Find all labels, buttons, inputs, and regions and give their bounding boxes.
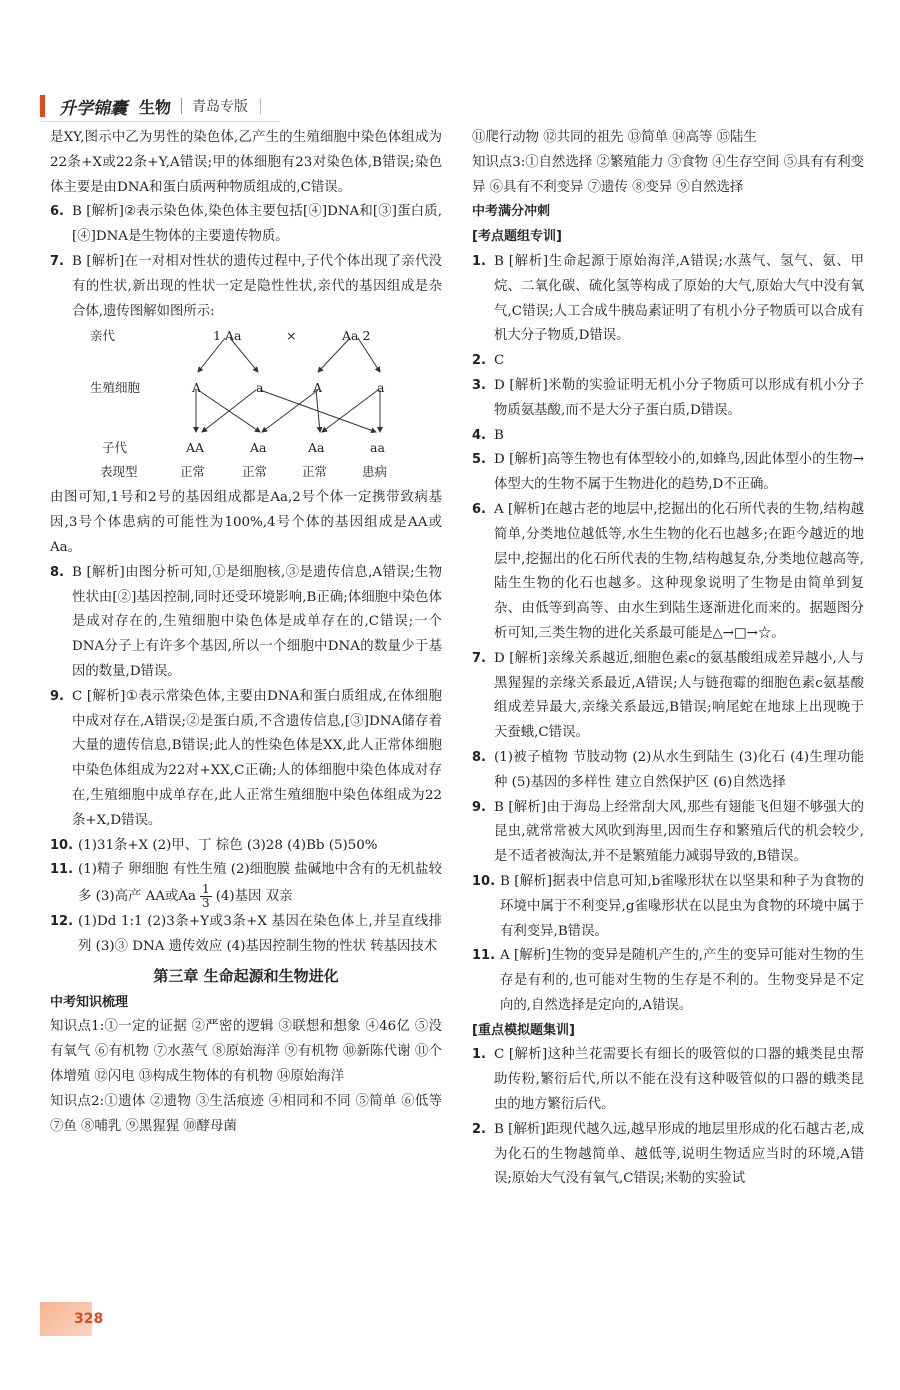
answer-item: [472, 448, 864, 498]
item-text: C [解析]这种兰花需要长有细长的吸管似的口器的蛾类昆虫帮助传粉,繁衍后代,所以不能在没有这种吸管似的口器的蛾类昆虫的地方繁衍后代。: [494, 1047, 864, 1113]
page-number: 328: [74, 1311, 104, 1327]
right-column: [472, 126, 864, 1192]
item-text: (4)基因 双亲: [215, 889, 293, 905]
knowledge-point: ⑪爬行动物 ⑫共同的祖先 ⑬简单 ⑭高等 ⑮陆生: [472, 130, 757, 145]
section-title: 中考知识梳理: [50, 994, 129, 1010]
fraction: [200, 883, 212, 910]
subsection-title: [重点模拟题集训]: [472, 1022, 575, 1038]
item-number: 11.: [50, 862, 74, 878]
item-number: 5.: [472, 452, 486, 468]
fraction-denominator: 3: [202, 896, 210, 911]
answer-item: [50, 858, 442, 910]
answer-item: [50, 834, 442, 859]
gamete: A: [192, 380, 202, 396]
answer-item: [50, 200, 442, 250]
section-title: 中考满分冲刺: [472, 204, 551, 220]
answer-item: [472, 870, 864, 944]
item-text: B [解析]由图分析可知,①是细胞核,③是遗传信息,A错误;生物性状由[②]基因控制,同时还受环境影响,B正确;体细胞中染色体是成对存在的,生殖细胞中染色体是成单存在的,C错误;一个DNA分子上有许多个基因,所以一个细胞中DNA的数量少于基因的数量,D错误。: [72, 564, 442, 679]
item-number: 10.: [472, 873, 496, 889]
item-text: B [解析]在一对相对性状的遗传过程中,子代个体出现了亲代没有的性状,新出现的性状一定是隐性性状,亲代的基因组成是杂合体,遗传图解如图所示:: [72, 253, 442, 319]
header-rule: [40, 121, 280, 122]
fraction-numerator: 1: [202, 882, 210, 897]
gamete: a: [377, 380, 385, 396]
item-text: (1)Dd 1:1 (2)3条+Y或3条+X 基因在染色体上,并呈直线排列 (3)③ DNA 遗传效应 (4)基因控制生物的性状 转基因技术: [78, 914, 442, 954]
phenotype: 正常: [242, 464, 268, 480]
knowledge-point: 知识点2:①遗体 ②遗物 ③生活痕迹 ④相同和不同 ⑤简单 ⑥低等 ⑦鱼 ⑧哺乳 ⑨黑猩猩 ⑩酵母菌: [50, 1093, 442, 1134]
item-text: C: [494, 353, 505, 369]
item-number: 6.: [472, 501, 486, 517]
offspring-genotype: Aa: [308, 440, 325, 456]
phenotype: 正常: [302, 464, 328, 480]
phenotype: 正常: [180, 464, 206, 480]
gamete: a: [256, 380, 264, 396]
item-number: 9.: [50, 688, 64, 704]
item-text: (1)被子植物 节肢动物 (2)从水生到陆生 (3)化石 (4)生理功能 种 (5)基因的多样性 建立自然保护区 (6)自然选择: [494, 749, 864, 790]
item-text: B [解析]据表中信息可知,b雀喙形状在以坚果和种子为食物的环境中属于不利变异,g雀喙形状在以昆虫为食物的环境中属于有利变异,B错误。: [500, 873, 864, 939]
answer-item: [50, 910, 442, 960]
answer-item: [472, 796, 864, 870]
item-text: B [解析]生命起源于原始海洋,A错误;水蒸气、氢气、氨、甲烷、二氧化碳、硫化氢等构成了原始的大气,原始大气中没有氧气,C错误;人工合成牛胰岛素证明了有机小分子物质可以合成有机大分子物质,D错误。: [494, 253, 864, 344]
diagram-explanation: 由图可知,1号和2号的基因组成都是Aa,2号个体一定携带致病基因,3号个体患病的可能性为100%,4号个体的基因组成是AA或Aa。: [50, 490, 442, 555]
offspring-genotype: aa: [370, 440, 385, 456]
item-number: 1.: [472, 1047, 486, 1063]
answer-continuation: 是XY,图示中乙为男性的染色体,乙产生的生殖细胞中染色体组成为22条+X或22条+Y,A错误;甲的体细胞有23对染色体,B错误;染色体主要是由DNA和蛋白质两种物质组成的,C错误。: [50, 130, 442, 195]
genetic-cross-diagram: [50, 324, 442, 486]
item-number: 2.: [472, 353, 486, 369]
item-number: 4.: [472, 427, 486, 443]
item-number: 12.: [50, 914, 74, 930]
answer-item: [472, 1043, 864, 1117]
item-text: B [解析]距现代越久远,越早形成的地层里形成的化石越古老,成为化石的生物越简单、越低等,说明生物适应当时的环境,A错误;原始大气没有氧气,C错误;米勒的实验试: [494, 1121, 864, 1187]
book-subject: 生物: [139, 97, 172, 117]
item-text: (1)31条+X (2)甲、丁 棕色 (3)28 (4)Bb (5)50%: [78, 837, 378, 853]
item-text: (1)精子 卵细胞 有性生殖 (2)细胞膜 盐碱地中含有的无机盐较多 (3)高产 AA或Aa: [78, 862, 442, 905]
item-text: D [解析]亲缘关系越近,细胞色素c的氨基酸组成差异越小,人与黑猩猩的亲缘关系最近,A错误;人与链孢霉的细胞色素c氨基酸组成差异最大,亲缘关系最远,B错误;响尾蛇在地球上出现晚于天蚕蛾,C错误。: [494, 650, 864, 741]
gamete: A: [313, 380, 323, 396]
item-text: D [解析]高等生物也有体型较小的,如蜂鸟,因此体型小的生物→体型大的生物不属于生物进化的趋势,D不正确。: [494, 452, 864, 493]
item-number: 2.: [472, 1121, 486, 1137]
book-edition: 青岛专版: [192, 99, 249, 115]
gamete-label: 生殖细胞: [90, 380, 141, 396]
answer-item: [472, 1118, 864, 1192]
offspring-genotype: Aa: [250, 440, 267, 456]
answer-item: [50, 685, 442, 834]
answer-item: [50, 250, 442, 324]
knowledge-point: 知识点3:①自然选择 ②繁殖能力 ③食物 ④生存空间 ⑤具有有利变异 ⑥具有不利变异 ⑦遗传 ⑧变异 ⑨自然选择: [472, 154, 864, 195]
parent-generation-label: 亲代: [90, 328, 116, 344]
header-divider-end: [260, 98, 261, 114]
item-text: B [解析]由于海岛上经常刮大风,那些有翅能飞但翅不够强大的昆虫,就常常被大风吹到海里,因而生存和繁殖后代的机会较少,是不适者被淘汰,并不是繁殖能力减弱导致的,B错误。: [494, 799, 864, 865]
item-text: A [解析]在越古老的地层中,挖掘出的化石所代表的生物,结构越简单,分类地位越低等,水生生物的化石也越多;在距今越近的地层中,挖掘出的化石所代表的生物,结构越复杂,分类地位越高等,陆生生物的化石也越多。这种现象说明了生物是由简单到复杂、由低等到高等、由水生到陆生逐渐进化而来的。据题图分析可知,三类生物的进化关系最可能是△→□→☆。: [494, 501, 864, 641]
knowledge-point: 知识点1:①一定的证据 ②严密的逻辑 ③联想和想象 ④46亿 ⑤没有氧气 ⑥有机物 ⑦水蒸气 ⑧原始海洋 ⑨有机物 ⑩新陈代谢 ⑪个体增殖 ⑫闪电 ⑬构成生物体的有机物 ⑭原始海洋: [50, 1019, 442, 1084]
item-text: B: [494, 427, 504, 443]
left-column: [50, 126, 442, 1139]
answer-item: [472, 746, 864, 796]
item-text: D [解析]米勒的实验证明无机小分子物质可以形成有机小分子物质氨基酸,而不是大分子蛋白质,D错误。: [494, 377, 864, 418]
answer-item: [472, 250, 864, 349]
item-number: 9.: [472, 799, 486, 815]
page-header: [40, 92, 261, 120]
item-number: 10.: [50, 837, 74, 853]
parent-1-genotype: 1 Aa: [213, 328, 242, 344]
header-accent-bar: [40, 95, 45, 117]
item-number: 11.: [472, 948, 496, 964]
offspring-genotype: AA: [186, 440, 205, 456]
answer-item: [472, 944, 864, 1018]
page-number-tab: [40, 1302, 104, 1336]
item-number: 7.: [50, 253, 64, 269]
item-number: 1.: [472, 253, 486, 269]
item-number: 8.: [472, 749, 486, 765]
item-text: A [解析]生物的变异是随机产生的,产生的变异可能对生物的生存是有利的,也可能对生物的生存是不利的。生物变异是不定向的,自然选择是定向的,A错误。: [500, 948, 864, 1013]
answer-item: [472, 349, 864, 374]
answer-item: [472, 647, 864, 746]
item-number: 8.: [50, 564, 64, 580]
phenotype-label: 表现型: [100, 464, 138, 480]
cross-symbol: ×: [286, 328, 297, 344]
answer-item: [472, 424, 864, 449]
item-number: 3.: [472, 377, 486, 393]
parent-2-genotype: Aa 2: [342, 328, 371, 344]
item-text: C [解析]①表示常染色体,主要由DNA和蛋白质组成,在体细胞中成对存在,A错误;②是蛋白质,不含遗传信息,[③]DNA储存着大量的遗传信息,B错误;此人的性染色体是XX,此人正常体细胞中染色体组成为22对+XX,C正确;人的体细胞中染色体成对存在,生殖细胞中成单存在,此人正常生殖细胞中染色体组成为22条+X,D错误。: [72, 688, 442, 828]
subsection-title: [考点题组专训]: [472, 229, 562, 245]
answer-item: [472, 498, 864, 647]
answer-item: [50, 561, 442, 685]
offspring-label: 子代: [102, 440, 128, 456]
header-divider: [181, 98, 182, 114]
item-text: B [解析]②表示染色体,染色体主要包括[④]DNA和[③]蛋白质,[④]DNA是生物体的主要遗传物质。: [72, 204, 442, 245]
phenotype: 患病: [362, 464, 388, 480]
item-number: 6.: [50, 204, 64, 220]
book-brand: 升学锦囊: [59, 98, 127, 119]
chapter-title: 第三章 生命起源和生物进化: [153, 966, 339, 985]
answer-item: [472, 374, 864, 424]
item-number: 7.: [472, 650, 486, 666]
